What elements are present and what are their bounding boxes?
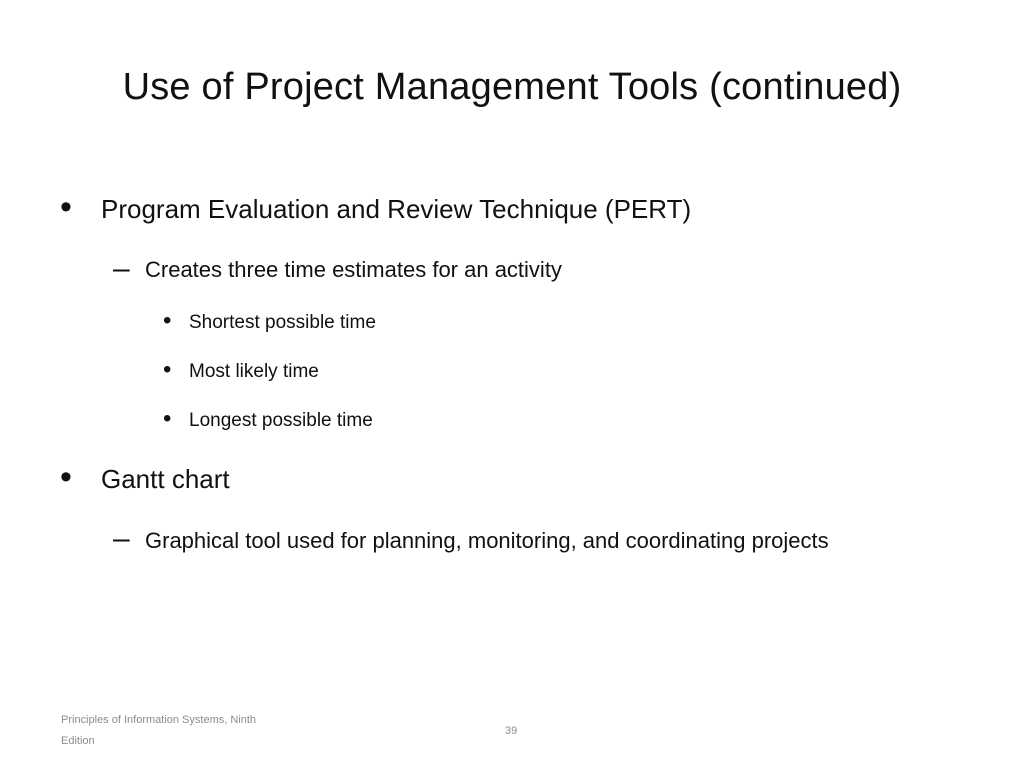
bullet-text: Gantt chart [101, 464, 230, 494]
bullet-marker: • [60, 188, 72, 226]
slide-title: Use of Project Management Tools (continued) [122, 66, 902, 108]
sub-bullet-text: Creates three time estimates for an activity [145, 257, 562, 282]
sub-sub-bullet-text: Longest possible time [189, 410, 373, 431]
bullet-marker: • [163, 356, 172, 383]
page-number: 39 [505, 725, 518, 737]
dash-marker: – [113, 522, 130, 555]
bullet-marker: • [60, 458, 72, 496]
bullet-marker: • [163, 405, 172, 432]
sub-sub-bullet-text: Most likely time [189, 361, 319, 382]
dash-marker: – [113, 252, 130, 285]
sub-sub-bullet-text: Shortest possible time [189, 312, 376, 333]
bullet-marker: • [163, 307, 172, 334]
sub-bullet-text: Graphical tool used for planning, monitoring, and coordinating projects [145, 528, 829, 553]
footer-source: Principles of Information Systems, Ninth Edition [61, 714, 257, 747]
bullet-text: Program Evaluation and Review Technique (PERT) [101, 194, 692, 224]
